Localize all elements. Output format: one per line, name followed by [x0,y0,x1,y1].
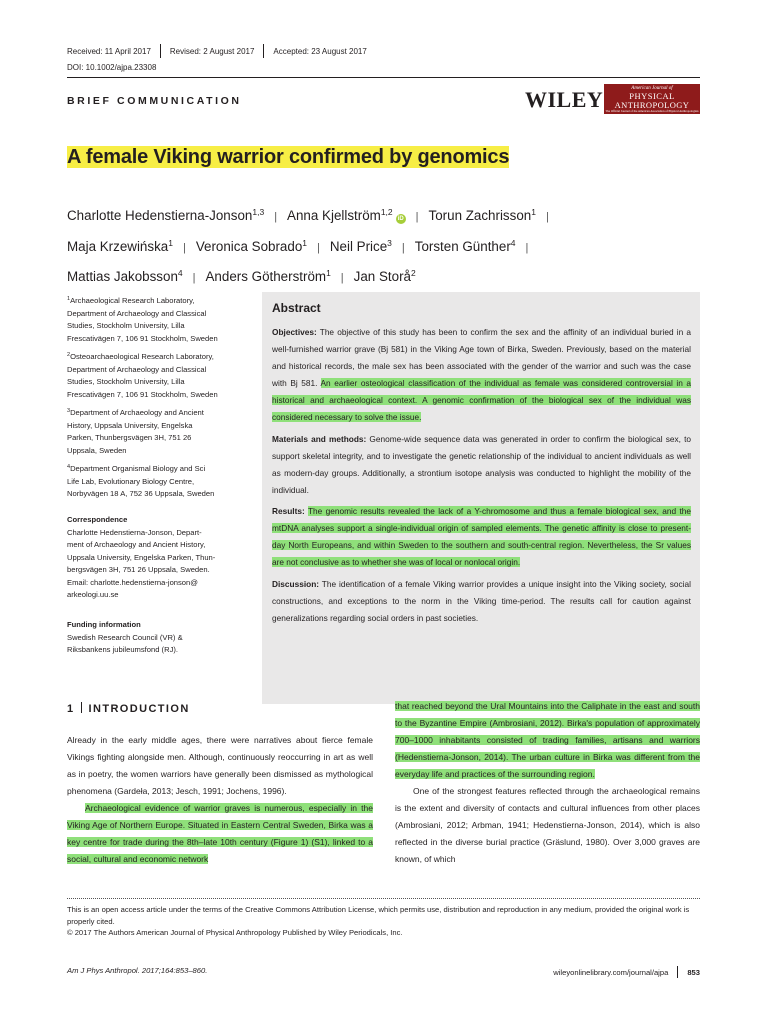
affiliation: $^3$Department of Archaeology and Ancient History, Uppsala University, Engelska Parken, Thunbergsvägen 3H, 751 26 Uppsala, Sweden [67,408,204,455]
affiliation: $^1$Archaeological Research Laboratory, Department of Archaeology and Classical Studies, Stockholm University, Lilla Frescativägen 7, 106 91 Stockholm, Sweden [67,296,218,343]
abstract-box [262,292,700,704]
article-type: BRIEF COMMUNICATION [67,95,242,107]
text-highlight: The genomic results revealed the lack of a Y-chromosome and thus a female biological sex, and the mtDNA analyses support a single-individual origin of sampled elements. The genetic affinity is close to present-day North Europeans, and within Sweden to the southern and south-central region. Nevertheless, the Sr values are not conclusive as to whether she was of local or nonlocal origin. [272,506,691,568]
date-divider [263,44,264,58]
author-row [67,200,707,231]
abstract-heading: Abstract [272,301,321,315]
author-separator: | [525,241,529,254]
author-row [67,231,707,262]
author-row [67,261,707,292]
accepted-date: Accepted: 23 August 2017 [273,46,367,56]
author-separator: | [274,211,278,223]
paper-title [67,146,509,169]
funding-info: Funding information Swedish Research Council (VR) & Riksbankens jubileumsfond (RJ). [67,620,183,654]
funding-heading: Funding information [67,620,141,629]
section-heading: 1 INTRODUCTION [67,703,190,715]
license-notice [67,904,700,939]
author[interactable]: Anna Kjellström$^{1,2}$iD [287,207,404,223]
abstract-results: Results: The genomic results revealed the lack of a Y-chromosome and thus a female biological sex, and the mtDNA analyses support a single-individual origin of sampled elements. The genetic affinity is close to present-day North Europeans, and within Sweden to the southern and south-central region. Nevertheless, the Sr values are not conclusive as to whether she was of local or nonlocal origin. [272,506,691,568]
license-text: This is an open access article under the terms of the Creative Commons Attribution License, which permits use, distribution and reproduction in any medium, provided the original work is properly cited. [67,905,690,926]
author[interactable]: Neil Price$^3$ [329,237,392,254]
affiliation: $^4$Department Organismal Biology and Sci Life Lab, Evolutionary Biology Centre, Norbyvägen 18 A, 752 36 Uppsala, Sweden [67,464,215,498]
author-separator: | [317,241,320,254]
paragraph [67,800,373,868]
author[interactable]: Anders Götherström$^1$ [205,268,331,284]
copyright-text: © 2017 The Authors American Journal of Physical Anthropology Published by Wiley Periodicals, Inc. [67,928,403,937]
journal-logo-line: The Official Journal of the American Association of Physical Anthropologists [605,109,699,113]
paragraph [395,698,700,783]
body-column-right [395,698,700,868]
author-list [67,200,707,292]
abstract-methods: Materials and methods: Genome-wide sequence data was generated in order to confirm the biological sex, to support skeletal integrity, and to investigate the genetic relationship of the individual to ancient individuals as well as modern-day groups. Additionally, a strontium isotope analysis was conducted to highlight the mobility of the individual. [272,433,691,495]
journal-logo-line: PHYSICAL [629,91,675,101]
paragraph: Already in the early middle ages, there were narratives about fierce female Vikings fighting alongside men. Although, continuously reoccurring in art as well as in poetry, the women warriors have generally been dismissed as mythological phenomena (Gardeła, 2013; Jesch, 1991; Jochens, 1996). [67,735,373,797]
author-separator: | [340,272,344,284]
correspondence: Correspondence Charlotte Hedenstierna-Jonson, Depart- ment of Archaeology and Ancient History, Uppsala University, Engelska Parken, Thun- bergsvägen 3H, 751 26 Uppsala, Sweden. Email: charlotte.hedenstierna-jonson@ arkeologi.uu.se [67,515,216,599]
revised-date: Revised: 2 August 2017 [169,46,255,56]
publisher-logo: WILEY [525,87,604,112]
author-separator: | [401,241,405,254]
abstract-discussion: Discussion: The identification of a female Viking warrior provides a unique insight into the Viking society, social constructions, and exceptions to the norm in the Viking time-period. The results call for caution against generalizations regarding social orders in past societies. [272,579,691,624]
author-separator: | [415,211,419,223]
text-highlight: Archaeological evidence of warrior graves is numerous, especially in the Viking Age of Northern Europe. Situated in Eastern Central Sweden, Birka was a key centre for trade during the 8th–late 10th century (Figure 1) (S1), linked to a social, cultural and economic network [67,803,373,865]
header-rule [67,77,700,78]
abstract-objectives: Objectives: The objective of this study has been to confirm the sex and the affinity of an individual buried in a well-furnished warrior grave (Bj 581) in the Viking Age town of Birka, Sweden. Previously, based on the material and historical records, the male sex has been associated with the gender of the warrior and such was the case with Bj 581. An earlier osteological classification of the individual as female was considered controversial in a historical and archaeological context. A genomic confirmation of the biological sex of the individual was considered necessary to solve the issue. [272,326,691,422]
author-separator: | [545,211,549,223]
author[interactable]: Jan Storå$^2$ [353,268,416,284]
text-highlight: An earlier osteological classification of the individual as female was considered controversial in a historical and archaeological context. A genomic confirmation of the biological sex of the individual was considered necessary to solve the issue. [272,377,691,422]
correspondence-heading: Correspondence [67,515,128,524]
paragraph: One of the strongest features reflected through the archaeological remains is the extent and diversity of contacts and cultural influences from other places (Ambrosiani, 2012; Arbman, 1941; Hedenstierna-Jonson, 2014), which is also reflected in the diverse burial practice (Gräslund, 1980). Over 3,000 graves are known, of which [395,786,700,865]
journal-logo-line: ANTHROPOLOGY [614,99,690,110]
author[interactable]: Torun Zachrisson$^1$ [428,207,536,223]
footer-divider [677,966,678,978]
journal-logo [604,84,700,114]
date-divider [160,44,161,58]
doi[interactable]: DOI: 10.1002/ajpa.23308 [67,63,157,72]
author-separator: | [192,272,196,284]
journal-logo-line: American Journal of [631,86,673,91]
author[interactable]: Torsten Günther$^4$ [414,237,516,254]
orcid-icon[interactable]: iD [397,216,404,222]
affiliation: $^2$Osteoarchaeological Research Laboratory, Department of Archaeology and Classical Studies, Stockholm University, Lilla Frescativägen 7, 106 91 Stockholm, Sweden [67,352,218,399]
author[interactable]: Veronica Sobrado$^1$ [195,237,308,254]
footnote-rule [67,898,700,899]
body-column-left [67,732,373,868]
journal-url[interactable]: wileyonlinelibrary.com/journal/ajpa [553,967,669,977]
citation: Am J Phys Anthropol. 2017;164:853–860. [67,966,208,975]
author[interactable]: Maja Krzewińska$^1$ [67,237,173,254]
page-number: 853 [687,967,700,977]
page-footer [553,966,700,978]
article-dates [67,44,367,58]
received-date: Received: 11 April 2017 [67,46,151,56]
author-separator: | [182,241,186,254]
title-highlight: A female Viking warrior confirmed by genomics [67,146,510,168]
author[interactable]: Charlotte Hedenstierna-Jonson$^{1,3}$ [67,207,265,223]
text-highlight: that reached beyond the Ural Mountains into the Caliphate in the east and south to the Byzantine Empire (Ambrosiani, 2012). Birka's population of approximately 700–1000 inhabitants consisted of trading families, artisans and warriors (Hedenstierna-Jonson, 2014). The urban culture in Birka was different from the everyday life and practices of the surrounding region. [395,701,700,780]
email-link[interactable]: Email: charlotte.hedenstierna-jonson@ arkeologi.uu.se [67,577,198,599]
author[interactable]: Mattias Jakobsson$^4$ [67,268,183,284]
